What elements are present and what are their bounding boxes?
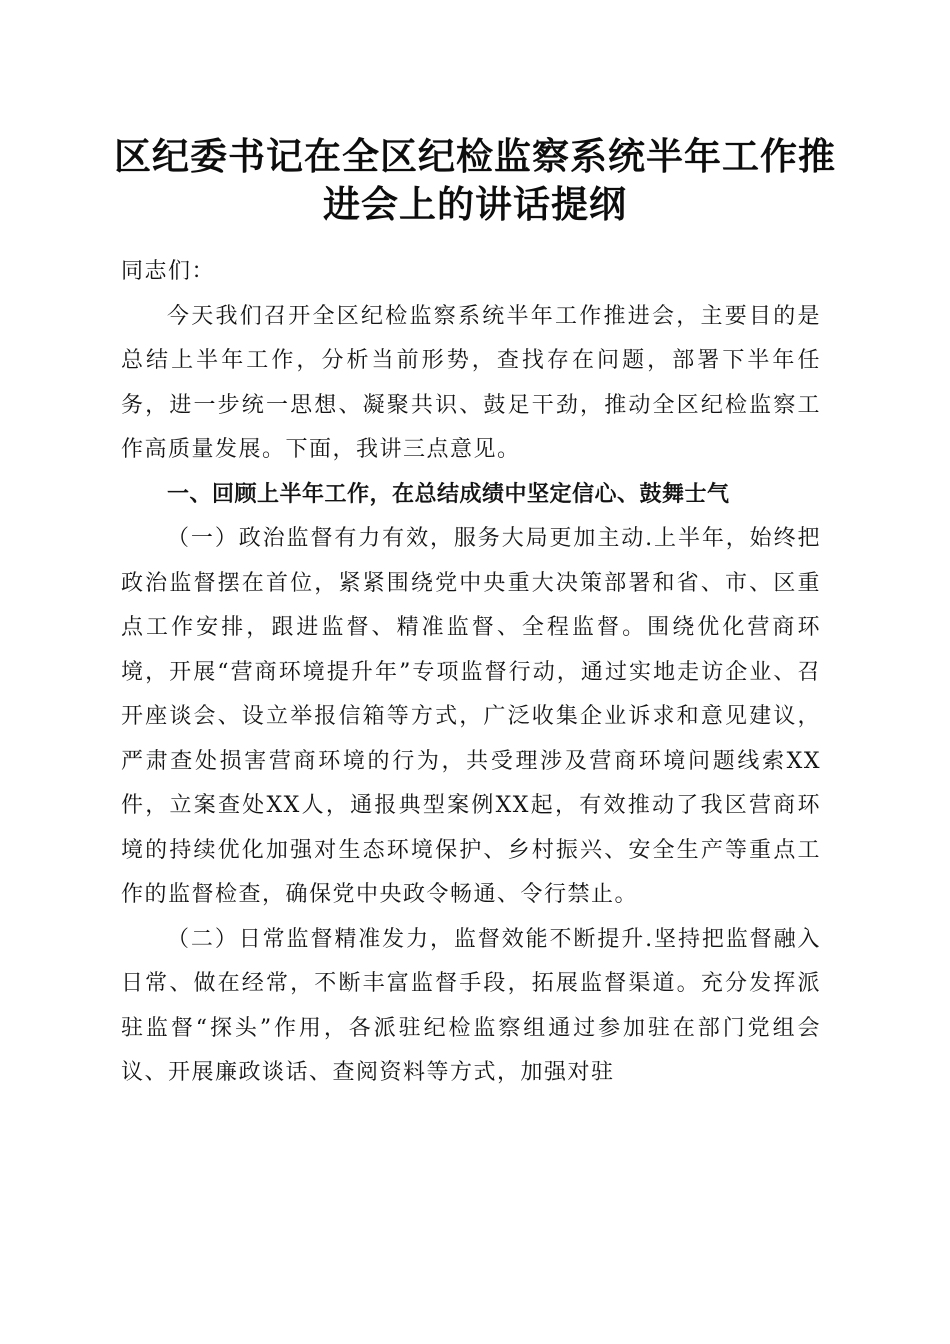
salutation: 同志们： [121,259,216,284]
paragraph-political-supervision: （一）政治监督有力有效，服务大局更加主动.上半年，始终把政治监督摆在首位，紧紧围绕党中央重大决策部署和省、市、区重点工作安排，跟进监督、精准监督、全程监督。围绕优化营商环境，开展“营商环境提升年”专项监督行动，通过实地走访企业、召开座谈会、设立举报信箱等方式，广泛收集企业诉求和意见建议，严肃查处损害营商环境的行为，共受理涉及营商环境问题线索XX件，立案查处XX人，通报典型案例XX起，有效推动了我区营商环境的持续优化加强对生态环境保护、乡村振兴、安全生产等重点工作的监督检查，确保党中央政令畅通、令行禁止。 [121,526,821,907]
intro-paragraph: 今天我们召开全区纪检监察系统半年工作推进会，主要目的是总结上半年工作，分析当前形势，查找存在问题，部署下半年任务，进一步统一思想、凝聚共识、鼓足干劲，推动全区纪检监察工作高质量发展。下面，我讲三点意见。 [121,303,821,462]
document-body [121,250,821,1096]
section-heading: 一、回顾上半年工作，在总结成绩中坚定信心、鼓舞士气 [167,481,730,507]
document-title: 区纪委书记在全区纪检监察系统半年工作推进会上的讲话提纲 [114,134,836,226]
paragraph-daily-supervision: （二）日常监督精准发力，监督效能不断提升.坚持把监督融入日常、做在经常，不断丰富监督手段，拓展监督渠道。充分发挥派驻监督“探头”作用，各派驻纪检监察组通过参加驻在部门党组会议、开展廉政谈话、查阅资料等方式，加强对驻 [121,926,821,1085]
